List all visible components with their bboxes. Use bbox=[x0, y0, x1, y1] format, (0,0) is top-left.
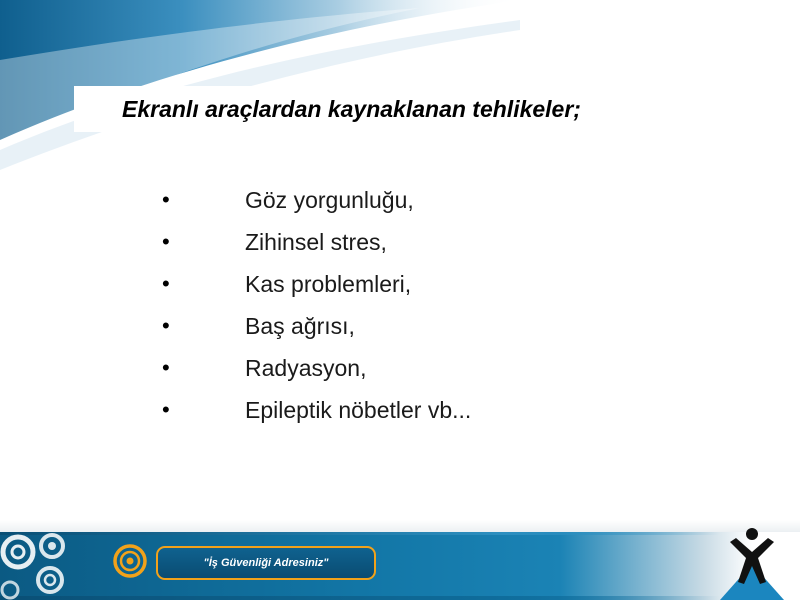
bullet-icon: • bbox=[162, 397, 170, 422]
bullet-icon: • bbox=[162, 355, 170, 380]
bullet-icon: • bbox=[162, 229, 170, 254]
list-item-text: Epileptik nöbetler vb... bbox=[245, 397, 472, 423]
list-item bbox=[0, 268, 800, 308]
slogan-badge bbox=[156, 546, 376, 580]
list-item-text: Baş ağrısı, bbox=[245, 313, 355, 339]
footer-divider bbox=[0, 596, 720, 600]
person-logo-icon bbox=[716, 520, 788, 600]
list-item-text: Radyasyon, bbox=[245, 355, 367, 381]
list-item bbox=[0, 352, 800, 392]
bullet-icon: • bbox=[162, 271, 170, 296]
list-item-text: Kas problemleri, bbox=[245, 271, 412, 297]
list-item bbox=[0, 394, 800, 434]
slogan-text: "İş Güvenliği Adresiniz" bbox=[203, 557, 329, 569]
bullet-icon: • bbox=[162, 313, 170, 338]
list-item bbox=[0, 310, 800, 350]
yellow-ring-icon bbox=[112, 543, 148, 579]
list-item bbox=[0, 184, 800, 224]
list-item-text: Göz yorgunluğu, bbox=[245, 187, 414, 213]
list-item-text: Zihinsel stres, bbox=[245, 229, 387, 255]
concentric-rings-icon bbox=[0, 528, 90, 600]
bullet-icon: • bbox=[162, 187, 170, 212]
footer-divider bbox=[0, 532, 720, 535]
list-item bbox=[0, 226, 800, 266]
slide-title: Ekranlı araçlardan kaynaklanan tehlikeler; bbox=[122, 96, 581, 122]
